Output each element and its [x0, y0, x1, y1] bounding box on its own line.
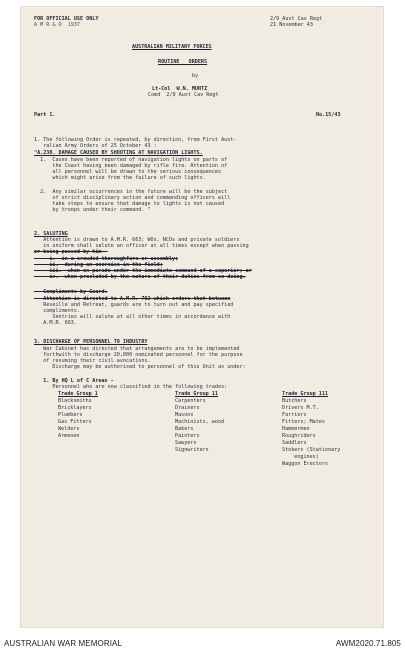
order-number: No.15/43	[316, 112, 341, 118]
trade-item: Armenen	[58, 433, 80, 439]
unit-header: 2/9 Aust Cav Regt	[270, 16, 323, 22]
trade-item: Bakers	[175, 426, 194, 432]
trade-item: Butchers	[282, 398, 307, 404]
s1-para-line: by troops under their command. "	[34, 207, 151, 213]
s2-line: Attention is drawn to A.M.R. 663; WOs, NCOs and private soldiers	[34, 237, 240, 243]
document-page	[20, 6, 384, 628]
trade-item: Machinists, wood	[175, 419, 225, 425]
trade-group-title: Trade Group 11	[175, 391, 218, 397]
trade-item: Welders	[58, 426, 80, 432]
date-header: 21 November 43	[270, 22, 313, 28]
footer-source: AUSTRALIAN WAR MEMORIAL	[4, 639, 123, 648]
s2-subheading: Compliments by Guard.	[34, 289, 108, 295]
trade-item: Blacksmiths	[58, 398, 92, 404]
trade-item: Sawyers	[175, 440, 197, 446]
trade-item: Drivers M.T.	[282, 405, 319, 411]
trade-item: Saddlers	[282, 440, 307, 446]
trade-group-title: Trade Group 111	[282, 391, 329, 397]
s1-para-line: all personnel will be drawn to the serious consequences	[34, 169, 222, 175]
s1-intro-line: ralian Army Orders of 25 October 43 :	[34, 143, 157, 149]
trade-item: Roughriders	[282, 433, 316, 439]
trade-item: Carpenters	[175, 398, 206, 404]
archive-footer	[0, 633, 405, 653]
s2-line: A.M.R. 663.	[34, 320, 77, 326]
s3-line: War Cabinet has directed that arrangements are to be implemented	[34, 346, 240, 352]
s2-list-item: iii. when on parade under the immediate command of a superior; or	[34, 268, 252, 274]
document-title: AUSTRALIAN MILITARY FORCES	[132, 44, 212, 50]
s2-list-item: i. in a crowded thoroughfare or assembly;	[34, 256, 179, 262]
part-label: Part 1.	[34, 112, 56, 118]
document-subtitle: ROUTINE ORDERS	[158, 59, 208, 65]
trade-item: Drainers	[175, 405, 200, 411]
s2-line: or being passed by him -	[34, 249, 108, 255]
s2-line: Attention is directed to A.M.R. 702 which orders that between	[34, 296, 231, 302]
s2-list-item: ii. during an exercise in the field;	[34, 262, 163, 268]
s1-para-line: 2. Any similar occurrences in the future will be the subject	[34, 189, 228, 195]
trade-item: Painters	[175, 433, 200, 439]
s2-line: Reveille and Retreat, guards are to turn out and pay specified	[34, 302, 234, 308]
s1-para-line: which might arise from the failure of such lights.	[34, 175, 206, 181]
s3-line: forthwith to discharge 20,000 nominated personnel for the purpose	[34, 352, 243, 358]
trade-item: Plumbers	[58, 412, 83, 418]
s3-subheading: 1. By HQ L of C Areas -	[34, 378, 114, 384]
trade-item: Gas Fitters	[58, 419, 92, 425]
s3-line: Discharge may be authorised to personnel of this Unit as under:	[34, 364, 246, 370]
trade-item: Fitters; Mates	[282, 419, 325, 425]
s1-para-line: the Coast having been damaged by rifle fire. Attention of	[34, 163, 228, 169]
trade-item: Masons	[175, 412, 194, 418]
s1-intro-line: 1. The following Order is repeated, by direction, from First Aust-	[34, 137, 237, 143]
s1-para-line: take steps to ensure that damage to lights is not caused	[34, 201, 225, 207]
s3-line: of resuming their civil avocations.	[34, 358, 151, 364]
trade-group-title: Trade Group 1	[58, 391, 98, 397]
s1-para-line: 1. Cases have been reported of navigation lights on parts of	[34, 157, 228, 163]
s2-line: Sentries will salute at all other times in accordance with	[34, 314, 231, 320]
trade-item: Hammermen	[282, 426, 310, 432]
s2-heading: 2. SALUTING	[34, 231, 68, 237]
footer-accession: AWM2020.71.805	[335, 639, 401, 648]
author-name: Lt-Col W.N. MUNTZ	[152, 86, 208, 92]
s3-line: Personnel who are now classified in the following trades:	[34, 384, 228, 390]
s2-line: in uniform shall salute an officer at all times except when passing	[34, 243, 249, 249]
classification-line: FOR OFFICIAL USE ONLY	[34, 16, 99, 22]
s1-heading: "A.230. DAMAGE CAUSED BY SHOOTING AT NAVIGATION LIGHTS.	[34, 150, 203, 156]
s1-para-line: of strict disciplinary action and commanding officers will	[34, 195, 231, 201]
trade-item: Signwriters	[175, 447, 209, 453]
trade-item: Waggon Erectors	[282, 461, 329, 467]
by-line: by	[192, 73, 199, 79]
form-number: A M R & O 1937	[34, 22, 81, 28]
trade-item: Stokers (Stationary	[282, 447, 341, 453]
s2-list-item: iv. when precluded by the nature of their duties from so doing.	[34, 274, 246, 280]
trade-item: Bricklayers	[58, 405, 92, 411]
s2-line: compliments.	[34, 308, 81, 314]
s3-heading: 3. DISCHARGE OF PERSONNEL TO INDUSTRY	[34, 339, 148, 345]
author-role: Comd 2/9 Aust Cav Regt	[148, 92, 219, 98]
trade-item: engines)	[282, 454, 319, 460]
trade-item: Farriers	[282, 412, 307, 418]
